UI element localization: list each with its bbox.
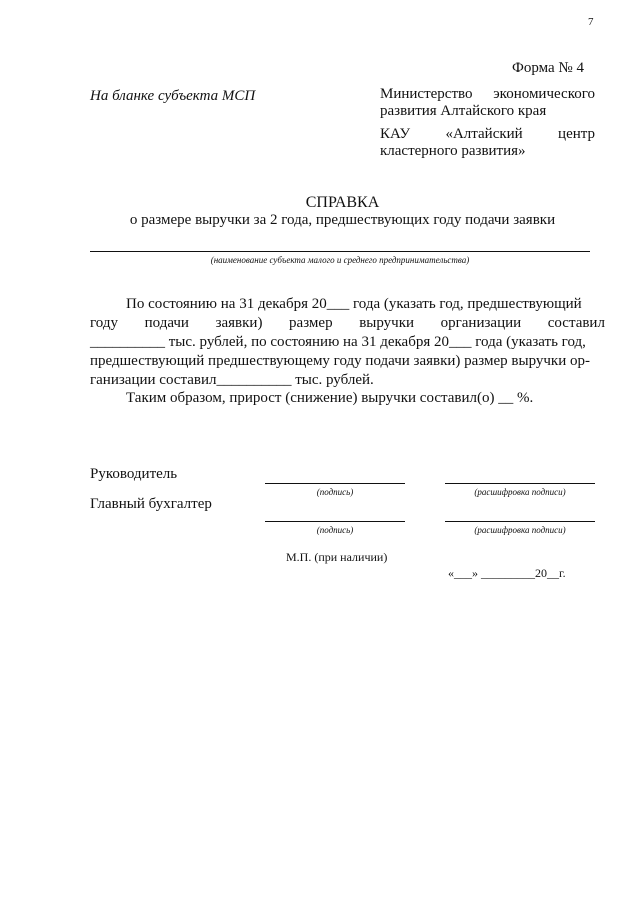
body-word: году	[90, 315, 118, 331]
head-decode-line	[445, 483, 595, 484]
form-number: Форма № 4	[512, 60, 584, 76]
entity-name-line	[90, 251, 590, 252]
body-word: заявки)	[215, 315, 263, 331]
head-label: Руководитель	[90, 466, 178, 482]
entity-caption: (наименование субъекта малого и среднего предпринимательства)	[210, 255, 470, 265]
document-subtitle: о размере выручки за 2 года, предшествующих году подачи заявки	[129, 212, 556, 228]
body-line-5: ганизации составил__________ тыс. рублей.	[90, 372, 374, 388]
body-line-6: Таким образом, прирост (снижение) выручки составил(о) __ %.	[126, 390, 534, 406]
accountant-sign-caption: (подпись)	[316, 525, 354, 535]
page-number: 7	[588, 16, 594, 28]
body-word: размер	[289, 315, 333, 331]
accountant-label: Главный бухгалтер	[90, 496, 212, 512]
head-sign-caption: (подпись)	[316, 487, 354, 497]
body-line-4: предшествующий предшествующему году подачи заявки) размер выручки ор-	[90, 353, 590, 369]
body-line-3: __________ тыс. рублей, по состоянию на 31 декабря 20___ года (указать год,	[90, 334, 586, 350]
addressee-line-2: развития Алтайского края	[380, 103, 547, 119]
seal-note: М.П. (при наличии)	[286, 550, 388, 564]
addressee-word: КАУ	[380, 126, 411, 142]
addressee-line-4: кластерного развития»	[380, 143, 526, 159]
addressee-word: экономического	[493, 86, 595, 102]
head-signature-line	[265, 483, 405, 484]
date-line: «___» _________20__г.	[448, 566, 566, 580]
body-word: составил	[547, 315, 605, 331]
body-line-2	[90, 315, 605, 332]
accountant-decode-line	[445, 521, 595, 522]
accountant-signature-line	[265, 521, 405, 522]
addressee-word: центр	[558, 126, 595, 142]
addressee-word: Министерство	[380, 86, 473, 102]
letterhead-note: На бланке субъекта МСП	[90, 88, 256, 104]
body-word: подачи	[144, 315, 189, 331]
addressee-line-1	[380, 86, 595, 103]
head-decode-caption: (расшифровка подписи)	[474, 487, 566, 497]
body-word: выручки	[359, 315, 415, 331]
accountant-decode-caption: (расшифровка подписи)	[474, 525, 566, 535]
body-line-1: По состоянию на 31 декабря 20___ года (указать год, предшествующий	[126, 296, 582, 312]
document-title: СПРАВКА	[305, 194, 380, 211]
body-word: организации	[440, 315, 522, 331]
addressee-line-3	[380, 126, 595, 143]
addressee-word: «Алтайский	[445, 126, 523, 142]
